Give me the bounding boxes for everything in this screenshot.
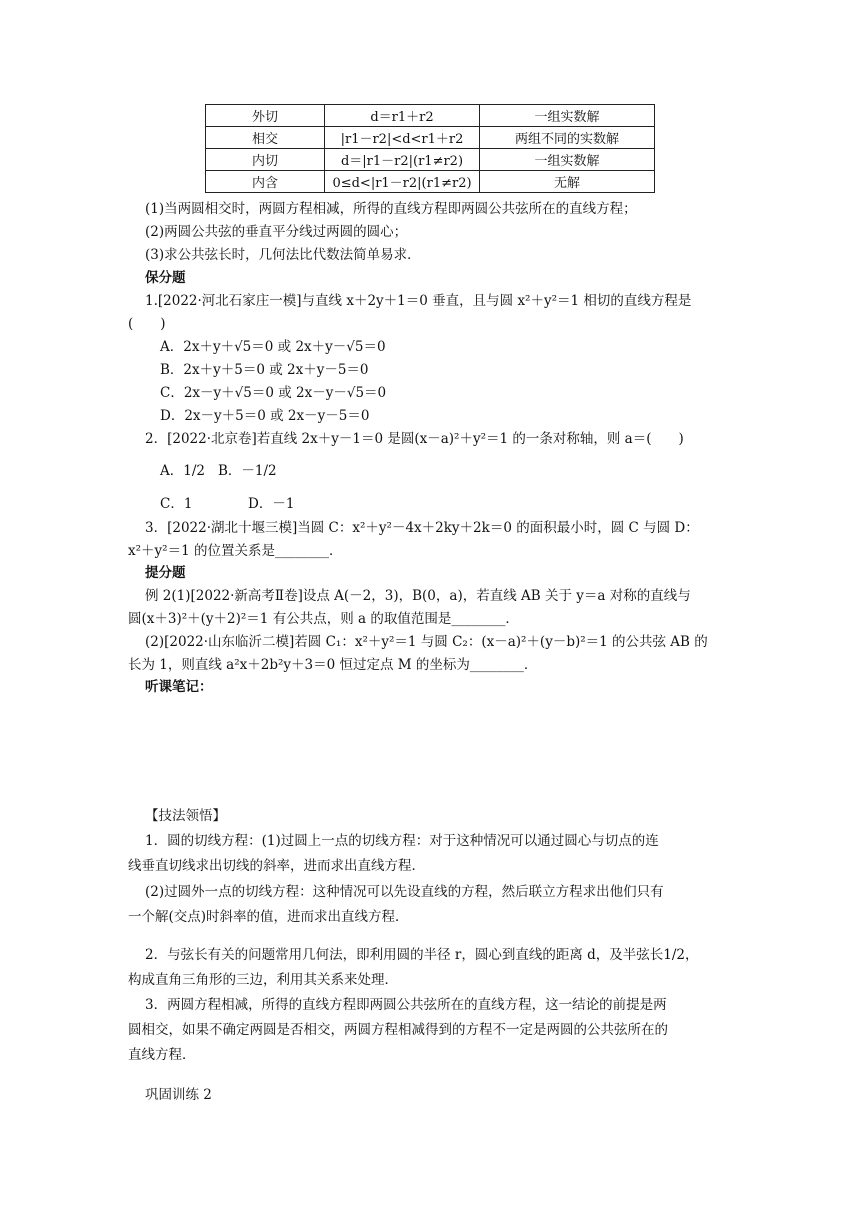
question-2-option-d: D．－1 [248,496,295,512]
class-notes-area[interactable] [128,700,728,800]
table-cell: d＝r1＋r2 [325,105,480,127]
table-cell: 0≤d<|r1－r2|(r1≠r2) [325,171,480,193]
tips-paragraph: 直线方程． [128,1047,196,1063]
table-cell: 一组实数解 [480,149,655,171]
note-line: (2)两圆公共弦的垂直平分线过两圆的圆心； [145,224,408,240]
table-cell: 两组不同的实数解 [480,127,655,149]
table-cell: 外切 [206,105,325,127]
tips-paragraph: 3．两圆方程相减，所得的直线方程即两圆公共弦所在的直线方程，这一结论的前提是两 [145,997,667,1013]
question-2-option-a: A．1/2 [160,463,205,479]
tips-paragraph: 一个解(交点)时斜率的值，进而求出直线方程． [128,909,409,925]
table-cell: 一组实数解 [480,105,655,127]
table-cell: 无解 [480,171,655,193]
section-heading-advanced: 提分题 [145,565,186,581]
tips-title: 【技法领悟】 [145,808,226,824]
question-3-stem: 3．[2022·湖北十堰三模]当圆 C：x²＋y²－4x＋2ky＋2k＝0 的面积最小时，圆 C 与圆 D： [145,520,699,536]
table-cell: 相交 [206,127,325,149]
note-line: (1)当两圆相交时，两圆方程相减，所得的直线方程即两圆公共弦所在的直线方程； [145,201,637,217]
table-row [206,127,655,149]
table-row [206,171,655,193]
question-2-option-b: B．－1/2 [218,463,277,479]
table-cell: 内切 [206,149,325,171]
table-row [206,149,655,171]
tips-paragraph: 构成直角三角形的三边，利用其关系来处理． [128,972,398,988]
table-cell: d＝|r1－r2|(r1≠r2) [325,149,480,171]
question-2-option-c: C．1 [160,496,193,512]
consolidation-heading: 巩固训练 2 [145,1087,212,1103]
question-1-stem: 1.[2022·河北石家庄一模]与直线 x＋2y＋1＝0 垂直，且与圆 x²＋y²＝1 相切的直线方程是 [145,293,692,309]
table-cell: 内含 [206,171,325,193]
question-1-option-c: C．2x－y＋√5＝0 或 2x－y－√5＝0 [160,385,387,401]
example-2-part-1-cont: 圆(x＋3)²＋(y＋2)²＝1 有公共点，则 a 的取值范围是________． [128,611,519,627]
question-1-option-b: B．2x＋y＋5＝0 或 2x＋y－5＝0 [160,362,369,378]
class-notes-label: 听课笔记： [145,679,213,695]
tips-paragraph: 1．圆的切线方程：(1)过圆上一点的切线方程：对于这种情况可以通过圆心与切点的连 [145,833,659,849]
question-2-stem: 2．[2022·北京卷]若直线 2x＋y－1＝0 是圆(x－a)²＋y²＝1 的一条对称轴，则 a＝( ) [145,431,684,447]
question-3-stem-cont: x²＋y²＝1 的位置关系是________． [128,543,343,559]
example-2-part-1: 例 2(1)[2022·新高考Ⅱ卷]设点 A(－2，3)，B(0，a)，若直线 AB 关于 y＝a 对称的直线与 [145,588,691,604]
table-cell: |r1－r2|<d<r1＋r2 [325,127,480,149]
tips-paragraph: 线垂直切线求出切线的斜率，进而求出直线方程． [128,858,425,874]
question-1-answer-blank: ( ) [128,316,166,332]
section-heading-basic: 保分题 [145,270,186,286]
table-row [206,105,655,127]
example-2-part-2-cont: 长为 1，则直线 a²x＋2b²y＋3＝0 恒过定点 M 的坐标为________． [128,657,538,673]
note-line: (3)求公共弦长时，几何法比代数法简单易求． [145,247,421,263]
question-1-option-d: D．2x－y＋5＝0 或 2x－y－5＝0 [160,408,370,424]
question-1-option-a: A．2x＋y＋√5＝0 或 2x＋y－√5＝0 [160,339,386,355]
circle-relationship-table [205,104,655,193]
example-2-part-2: (2)[2022·山东临沂二模]若圆 C₁：x²＋y²＝1 与圆 C₂：(x－a)²＋(y－b)²＝1 的公共弦 AB 的 [145,634,708,650]
tips-paragraph: 圆相交，如果不确定两圆是否相交，两圆方程相减得到的方程不一定是两圆的公共弦所在的 [128,1022,668,1038]
tips-paragraph: 2．与弦长有关的问题常用几何法，即利用圆的半径 r，圆心到直线的距离 d，及半弦长1/2， [145,947,699,963]
tips-paragraph: (2)过圆外一点的切线方程：这种情况可以先设直线的方程，然后联立方程求出他们只有 [145,884,664,900]
